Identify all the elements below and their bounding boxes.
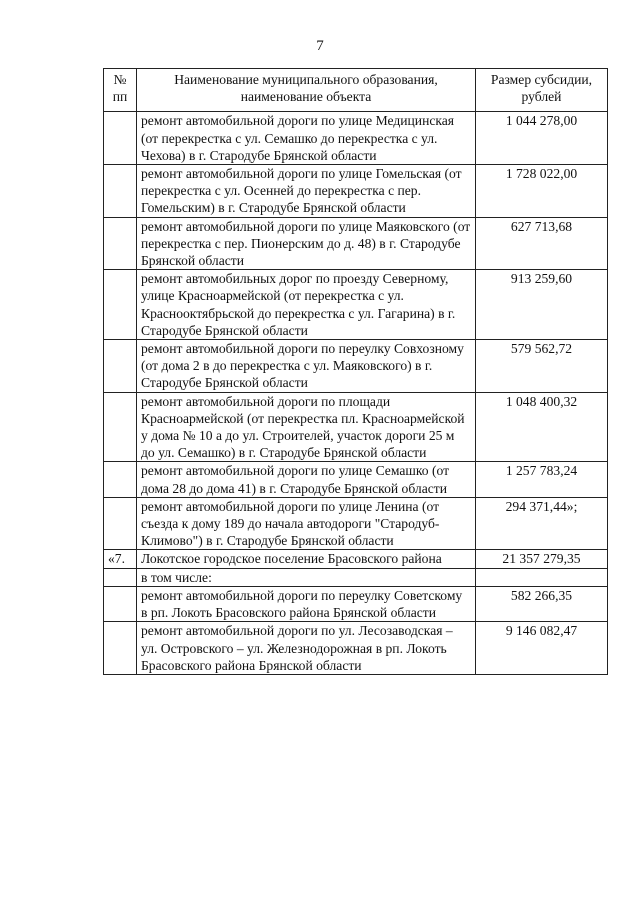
row-number [104,622,137,675]
row-name: Локотское городское поселение Брасовского района [137,550,476,568]
table-row [104,462,608,497]
row-number [104,586,137,621]
table-row [104,112,608,165]
row-name: ремонт автомобильной дороги по улице Ленина (от съезда к дому 189 до начала автодороги "Стародуб-Климово") в г. Стародубе Брянской области [137,497,476,550]
row-number [104,112,137,165]
header-number: № пп [104,69,137,112]
table-row [104,550,608,568]
row-name: ремонт автомобильной дороги по переулку Совхозному (от дома 2 в до перекрестка с ул. Маяковского) в г. Стародубе Брянской области [137,340,476,393]
header-name: Наименование муниципального образования, наименование объекта [137,69,476,112]
row-name: в том числе: [137,568,476,586]
row-name: ремонт автомобильной дороги по площади Красноармейской (от перекрестка пл. Красноармейской у дома № 10 а до ул. Строителей, участок дороги 25 м до ул. Семашко) в г. Стародубе Брянской области [137,392,476,462]
row-name: ремонт автомобильной дороги по улице Медицинская (от перекрестка с ул. Семашко до перекрестка с ул. Чехова) в г. Стародубе Брянской области [137,112,476,165]
row-number [104,270,137,340]
row-name: ремонт автомобильной дороги по переулку Советскому в рп. Локоть Брасовского района Брянской области [137,586,476,621]
subsidy-table [103,68,608,675]
row-amount: 582 266,35 [476,586,608,621]
row-name: ремонт автомобильных дорог по проезду Северному, улице Красноармейской (от перекрестка с ул. Краснооктябрьской до перекрестка с ул. Гагарина) в г. Стародубе Брянской области [137,270,476,340]
row-number [104,217,137,270]
row-number: «7. [104,550,137,568]
row-amount [476,568,608,586]
row-name: ремонт автомобильной дороги по улице Маяковского (от перекрестка с пер. Пионерским до д. 48) в г. Стародубе Брянской области [137,217,476,270]
row-name: ремонт автомобильной дороги по улице Гомельская (от перекрестка с ул. Осенней до перекрестка с пер. Гомельским) в г. Стародубе Брянской области [137,165,476,218]
row-name: ремонт автомобильной дороги по улице Семашко (от дома 28 до дома 41) в г. Стародубе Брянской области [137,462,476,497]
row-number [104,392,137,462]
table-row [104,217,608,270]
row-amount: 294 371,44»; [476,497,608,550]
table-row [104,165,608,218]
row-amount: 913 259,60 [476,270,608,340]
row-name: ремонт автомобильной дороги по ул. Лесозаводская – ул. Островского – ул. Железнодорожная в рп. Локоть Брасовского района Брянской области [137,622,476,675]
table-row [104,392,608,462]
row-amount: 1 257 783,24 [476,462,608,497]
row-number [104,497,137,550]
row-amount: 1 044 278,00 [476,112,608,165]
row-amount: 579 562,72 [476,340,608,393]
row-amount: 9 146 082,47 [476,622,608,675]
row-number [104,568,137,586]
page-number: 7 [316,38,324,54]
table-row [104,586,608,621]
row-amount: 21 357 279,35 [476,550,608,568]
table-row [104,497,608,550]
row-amount: 1 048 400,32 [476,392,608,462]
table-row [104,270,608,340]
row-amount: 627 713,68 [476,217,608,270]
row-number [104,462,137,497]
table-header-row [104,69,608,112]
row-number [104,165,137,218]
row-amount: 1 728 022,00 [476,165,608,218]
header-amount: Размер субсидии, рублей [476,69,608,112]
table-row [104,622,608,675]
row-number [104,340,137,393]
table-row [104,340,608,393]
table-row [104,568,608,586]
